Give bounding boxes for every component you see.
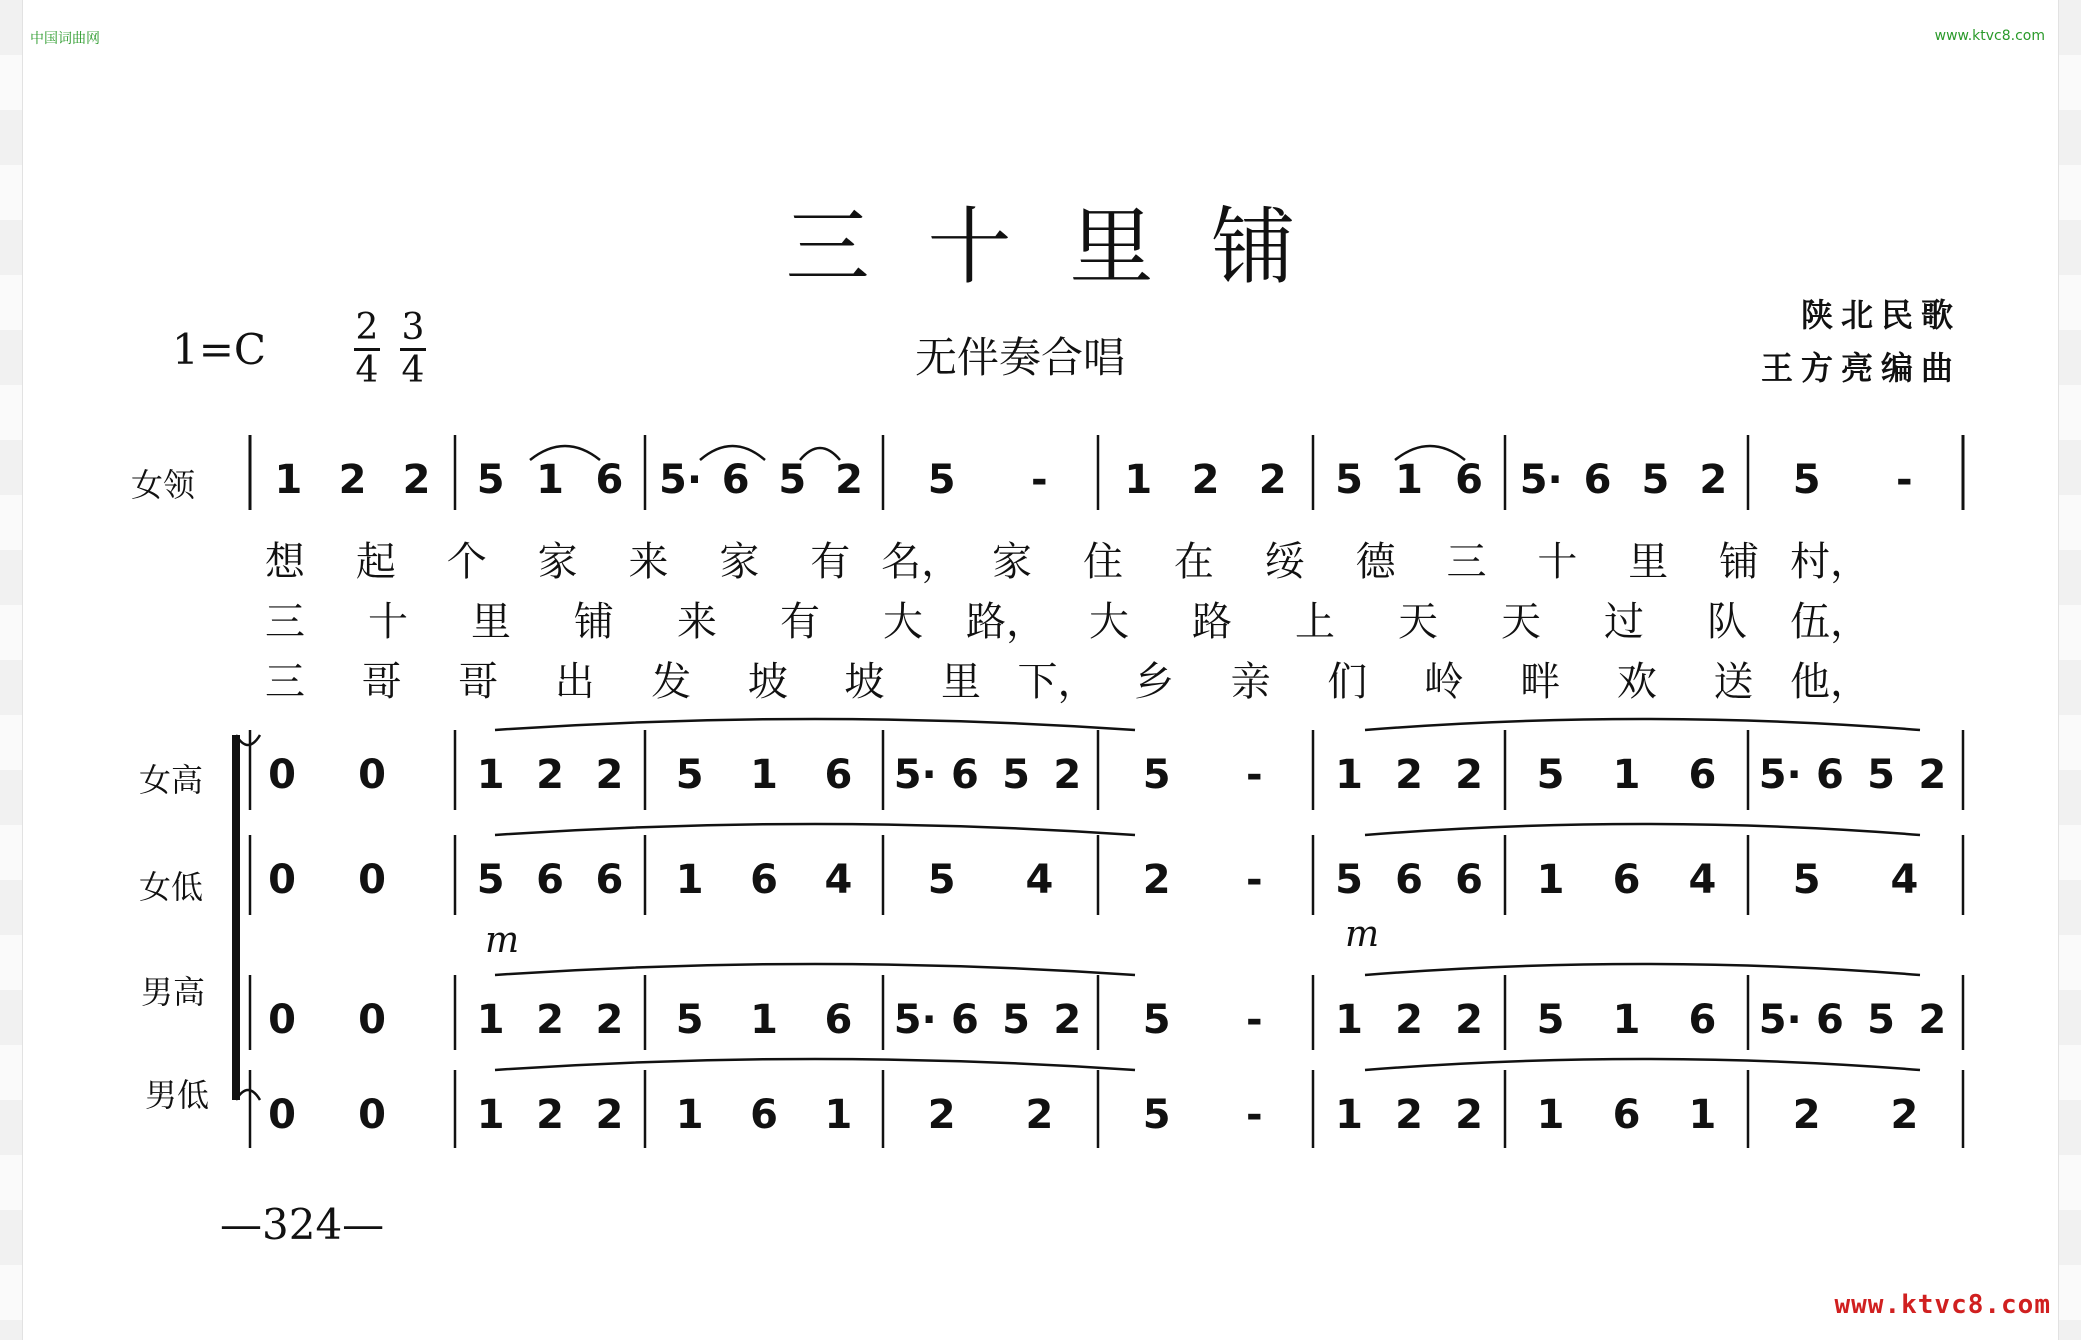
lyric-syllable: 天	[1501, 599, 1541, 645]
voice-label-alto: 女低	[138, 868, 203, 906]
lead-note: 2	[338, 457, 367, 503]
lyric-syllable: 十	[1537, 539, 1578, 585]
lead-note: 5	[927, 457, 956, 503]
choir-note: 1	[476, 1092, 505, 1138]
time-signature-numerator: 3	[401, 307, 425, 348]
choir-note: 6	[1455, 857, 1483, 903]
time-signature-denominator: 4	[355, 350, 379, 391]
lyric-syllable: 亲	[1230, 659, 1271, 705]
site-name-left: 中国词曲网	[30, 31, 100, 47]
choir-note: 2	[536, 1092, 564, 1138]
lyric-syllable: 坡	[844, 659, 885, 705]
choir-note: 6	[750, 857, 778, 903]
lyric-syllable: 德	[1355, 539, 1396, 585]
choir-note: 5·	[893, 997, 937, 1043]
arranger-credit: 王方亮编曲	[1760, 349, 1961, 387]
site-url-right: www.ktvc8.com	[1934, 28, 2045, 44]
choir-note: 5·	[1758, 752, 1802, 798]
lyric-syllable: 村，	[1790, 539, 1870, 585]
choir-note: 5	[675, 752, 704, 798]
phrase-slur	[495, 1059, 1135, 1070]
rest-note: 0	[268, 997, 296, 1043]
choir-note: 6	[950, 997, 979, 1043]
choir-note: 4	[1688, 857, 1717, 903]
lead-note: 5	[1335, 457, 1363, 503]
dynamic-marking: m	[485, 920, 520, 961]
lead-note: 6	[1583, 457, 1612, 503]
lyric-syllable: 坡	[747, 659, 788, 705]
lyric-syllable: 下，	[1017, 659, 1098, 705]
choir-note: 1	[824, 1092, 853, 1138]
song-title: 三十里铺	[785, 198, 1354, 296]
choir-note: 2	[1918, 997, 1947, 1043]
choir-note: 6	[1395, 857, 1423, 903]
choir-note: 1	[1688, 1092, 1717, 1138]
lyric-syllable: 十	[368, 599, 408, 645]
lead-note: 5	[476, 457, 505, 503]
lyric-syllable: 家	[719, 539, 760, 585]
lead-note: -	[1896, 457, 1913, 503]
choir-note: 5·	[893, 752, 937, 798]
choir-note: 1	[750, 752, 778, 798]
choir-note: 6	[750, 1092, 778, 1138]
lyric-syllable: 伍，	[1790, 599, 1870, 645]
choir-note: 1	[1536, 1092, 1565, 1138]
choir-note: 6	[1815, 997, 1844, 1043]
choir-note: -	[1246, 752, 1263, 798]
lead-note: 1	[274, 457, 303, 503]
choir-note: -	[1246, 857, 1263, 903]
choir-note: 1	[476, 997, 505, 1043]
lead-note: 5	[778, 457, 807, 503]
watermark-logo: www.ktvc8.com	[1834, 1290, 2051, 1320]
choir-note: 2	[1455, 1092, 1483, 1138]
choir-note: 1	[1335, 752, 1363, 798]
lyric-syllable: 住	[1082, 539, 1123, 585]
rest-note: 0	[358, 1092, 386, 1138]
phrase-slur	[1365, 964, 1920, 975]
choir-note: 5	[1867, 752, 1896, 798]
choir-note: 2	[1455, 752, 1483, 798]
voice-label-tenor: 男高	[140, 973, 205, 1011]
choir-note: 2	[1455, 997, 1483, 1043]
lyric-syllable: 里	[940, 659, 981, 705]
lyric-syllable: 欢	[1616, 659, 1657, 705]
lyric-syllable: 们	[1327, 659, 1368, 705]
choir-note: 2	[1053, 997, 1082, 1043]
page-number: —324—	[220, 1200, 385, 1249]
lead-note: 5	[1641, 457, 1670, 503]
time-signature-numerator: 2	[355, 307, 379, 348]
voice-label-lead: 女领	[130, 466, 195, 504]
choir-note: 6	[824, 752, 853, 798]
key-signature: 1=C	[172, 325, 267, 374]
choir-note: 6	[1612, 857, 1641, 903]
rest-note: 0	[268, 1092, 296, 1138]
lyric-syllable: 路	[1192, 599, 1232, 645]
voice-label-bass: 男低	[144, 1076, 209, 1114]
rest-note: 0	[268, 857, 296, 903]
choir-note: 1	[750, 997, 778, 1043]
lyric-syllable: 大	[1089, 599, 1129, 645]
choir-note: 1	[1335, 1092, 1363, 1138]
choir-note: 5	[1536, 997, 1565, 1043]
choir-note: 6	[536, 857, 564, 903]
phrase-slur	[495, 964, 1135, 975]
rest-note: 0	[358, 752, 386, 798]
lyric-syllable: 铺	[574, 599, 614, 645]
choir-note: 6	[1688, 997, 1717, 1043]
lyric-syllable: 家	[537, 539, 578, 585]
choir-note: 2	[536, 752, 564, 798]
lyric-syllable: 来	[677, 599, 717, 645]
choir-note: 2	[595, 752, 624, 798]
lead-note: 1	[536, 457, 564, 503]
phrase-slur	[1365, 719, 1920, 730]
choir-note: 5	[1142, 1092, 1171, 1138]
lyric-syllable: 铺	[1719, 539, 1760, 585]
phrase-slur	[495, 824, 1135, 835]
choir-note: 2	[1395, 752, 1423, 798]
choir-note: 1	[1536, 857, 1565, 903]
choir-note: 1	[476, 752, 505, 798]
choir-note: 2	[1918, 752, 1947, 798]
lyric-syllable: 哥	[458, 659, 499, 705]
choir-note: 2	[536, 997, 564, 1043]
choir-note: 4	[1890, 857, 1919, 903]
lyric-syllable: 送	[1713, 659, 1754, 705]
choir-note: 6	[595, 857, 624, 903]
lyric-syllable: 哥	[361, 659, 402, 705]
lyric-syllable: 出	[554, 659, 595, 705]
choir-note: 6	[950, 752, 979, 798]
lyric-syllable: 个	[446, 539, 487, 585]
choir-note: 2	[1395, 1092, 1423, 1138]
rest-note: 0	[268, 752, 296, 798]
choir-note: 2	[595, 1092, 624, 1138]
choir-note: 2	[1890, 1092, 1919, 1138]
choir-note: -	[1246, 1092, 1263, 1138]
choir-note: 2	[1142, 857, 1171, 903]
choir-note: 2	[595, 997, 624, 1043]
choir-note: 2	[927, 1092, 956, 1138]
phrase-slur	[1365, 1059, 1920, 1070]
lead-note: 2	[1699, 457, 1728, 503]
choir-note: 6	[1612, 1092, 1641, 1138]
choir-note: 5	[1142, 752, 1171, 798]
lead-note: 1	[1124, 457, 1153, 503]
lyric-syllable: 里	[471, 599, 511, 645]
choir-note: 2	[1025, 1092, 1054, 1138]
choir-note: 1	[1612, 752, 1641, 798]
lead-note: 2	[402, 457, 431, 503]
lyric-syllable: 三	[265, 659, 305, 705]
lead-note: 2	[1258, 457, 1287, 503]
voice-label-soprano: 女高	[138, 761, 203, 799]
choir-note: 5	[476, 857, 505, 903]
lyric-syllable: 来	[628, 539, 669, 585]
lead-note: 6	[1455, 457, 1483, 503]
lead-note: 5·	[1519, 457, 1563, 503]
lyric-syllable: 绥	[1264, 539, 1305, 585]
choir-note: 5	[1792, 857, 1821, 903]
phrase-slur	[495, 719, 1135, 730]
choir-note: 5	[675, 997, 704, 1043]
origin-credit: 陕北民歌	[1800, 296, 1961, 334]
lead-note: 2	[835, 457, 863, 503]
lead-note: 6	[595, 457, 624, 503]
lead-note: -	[1031, 457, 1048, 503]
choir-note: 1	[675, 1092, 704, 1138]
choir-note: 1	[1335, 997, 1363, 1043]
lyric-syllable: 他，	[1790, 659, 1870, 705]
choir-note: 5·	[1758, 997, 1802, 1043]
choir-note: 4	[824, 857, 853, 903]
lyric-syllable: 路，	[966, 599, 1046, 645]
lyric-syllable: 里	[1628, 539, 1669, 585]
lyric-syllable: 畔	[1520, 659, 1561, 705]
lyric-syllable: 天	[1398, 599, 1438, 645]
lead-note: 5	[1792, 457, 1821, 503]
lead-note: 2	[1191, 457, 1220, 503]
choir-note: 5	[1002, 752, 1031, 798]
choir-note: 5	[927, 857, 956, 903]
choir-note: 1	[675, 857, 704, 903]
rest-note: 0	[358, 857, 386, 903]
lyric-syllable: 家	[992, 539, 1033, 585]
rest-note: 0	[358, 997, 386, 1043]
lyric-syllable: 名，	[881, 539, 962, 585]
lyric-syllable: 在	[1173, 539, 1214, 585]
time-signature-denominator: 4	[401, 350, 425, 391]
choir-note: 6	[1815, 752, 1844, 798]
lyric-syllable: 想	[265, 539, 305, 585]
choir-note: 5	[1335, 857, 1363, 903]
lead-note: 1	[1395, 457, 1423, 503]
choir-note: 2	[1053, 752, 1082, 798]
lyric-syllable: 三	[1446, 539, 1487, 585]
phrase-slur	[1365, 824, 1920, 835]
choir-note: 6	[1688, 752, 1717, 798]
performance-note: 无伴奏合唱	[915, 333, 1126, 382]
lyric-syllable: 三	[265, 599, 305, 645]
lyric-syllable: 队	[1707, 599, 1747, 645]
lead-note: 6	[721, 457, 750, 503]
lyric-syllable: 有	[780, 599, 820, 645]
choir-note: 5	[1142, 997, 1171, 1043]
choir-note: 5	[1867, 997, 1896, 1043]
lyric-syllable: 过	[1604, 599, 1644, 645]
choir-note: 6	[824, 997, 853, 1043]
lyric-syllable: 乡	[1134, 659, 1175, 705]
dynamic-marking: m	[1345, 914, 1380, 955]
choir-note: 2	[1395, 997, 1423, 1043]
lyric-syllable: 上	[1295, 599, 1335, 645]
choir-note: 5	[1536, 752, 1565, 798]
choir-note: 4	[1025, 857, 1054, 903]
lyric-syllable: 有	[810, 539, 851, 585]
lyric-syllable: 岭	[1423, 659, 1464, 705]
lyric-syllable: 大	[883, 599, 923, 645]
choir-note: 1	[1612, 997, 1641, 1043]
lead-note: 5·	[659, 457, 703, 503]
choir-note: -	[1246, 997, 1263, 1043]
lyric-syllable: 起	[355, 539, 396, 585]
choir-note: 2	[1792, 1092, 1821, 1138]
lyric-syllable: 发	[651, 659, 692, 705]
choir-note: 5	[1002, 997, 1031, 1043]
